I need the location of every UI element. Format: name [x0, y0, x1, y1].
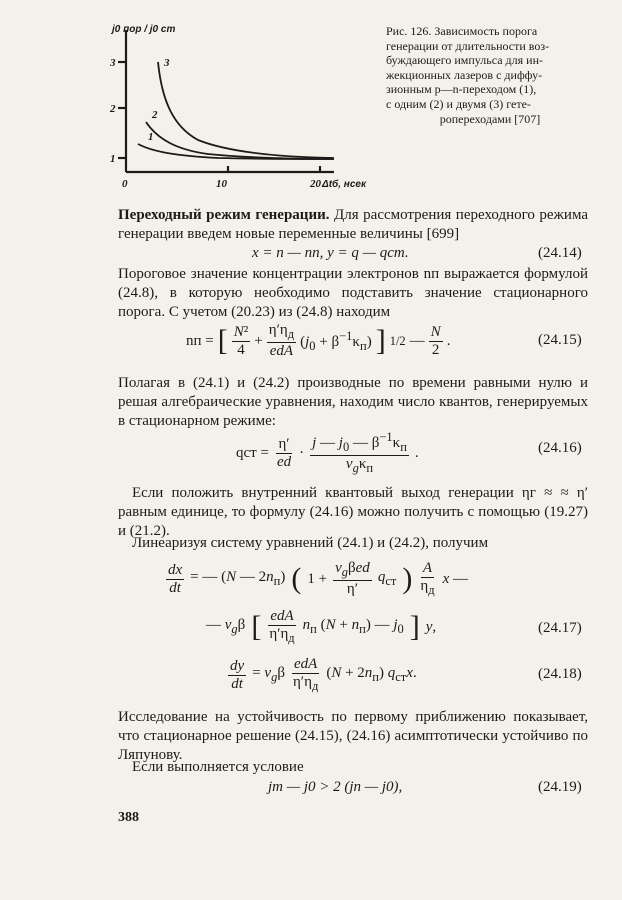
paragraph-quantum-yield: Если положить внутренний квантовый выход генерации ηг ≈ ≈ η′ равным единице, то формулу (24.16) можно получить с помощью (19.27) и (21.2). — [118, 485, 588, 539]
equation-24-14: x = n — nп, y = q — qст. — [252, 245, 409, 261]
y-tick-1: 1 — [110, 153, 116, 165]
caption-line: жекционных лазеров с диффу- — [386, 67, 543, 82]
equation-24-19: jm — j0 > 2 (jп — j0), — [268, 779, 403, 795]
x-tick-0: 0 — [122, 178, 128, 190]
y-tick-3: 3 — [110, 57, 116, 69]
caption-line: буждающего импульса для ин- — [386, 53, 543, 68]
threshold-figure — [108, 22, 378, 192]
caption-line: генерации от длительности воз- — [386, 38, 550, 53]
y-tick-2: 2 — [110, 103, 116, 115]
paragraph-text: Для рассмотрения переходного режима генерации введем новые переменные величины [699] — [118, 207, 588, 242]
equation-24-17-line1: $\frac{dx}{dt}$ = — (N — $2n_п$) ( 1 + $\frac{v_g\beta ed}{\eta'}$ $q_{ст}$ ) $\frac{A}{\eta_д}$ x — — [168, 560, 468, 597]
x-tick-20: 20 — [310, 178, 321, 190]
paragraph-transient — [118, 206, 588, 244]
equation-number: (24.16) — [538, 440, 582, 456]
caption-line: Рис. 126. Зависимость порога — [386, 24, 538, 38]
equation-number: (24.15) — [538, 332, 582, 348]
paragraph-linearize: Линеаризуя систему уравнений (24.1) и (24.2), получим — [132, 535, 489, 551]
equation-number: (24.18) — [538, 666, 582, 682]
paragraph-condition: Если выполняется условие — [132, 759, 304, 775]
equation-number: (24.19) — [538, 779, 582, 795]
equation-24-18: $\frac{dy}{dt}$ = $v_g\beta$ $\frac{\text{edA}}{\eta'\eta_д}$ $(N + 2n_п)$ $q_{ст}x$. — [230, 656, 417, 693]
equation-lhs: qст = — [236, 444, 269, 461]
equation-24-17-line2: — $v_g\beta$ [ $\frac{\text{edA}}{\eta'\eta_д}$ $n_п$ $(N + n_п)$ — $j_0$ ] y, — [206, 608, 437, 645]
x-axis-label: Δtб, нсек — [322, 179, 367, 190]
equation-number: (24.17) — [538, 620, 582, 636]
equation-lhs: nп = — [186, 332, 214, 349]
x-tick-10: 10 — [216, 178, 227, 190]
section-heading: Переходный режим генерации. — [118, 207, 330, 223]
page-number: 388 — [118, 810, 139, 825]
curve-3 — [158, 62, 334, 158]
caption-line: зионным p—n-переходом (1), — [386, 82, 537, 97]
caption-line: ропереходами [707] — [439, 111, 541, 126]
equation-24-16: qст = $\frac{\eta'}{ed}$ · $\frac{j — j_0 — \beta^{-1}\kappa_п}{v_g\kappa_п}$ . — [236, 430, 419, 475]
equation-24-15: nп = [ $\frac{\text{N²}}{4}$ + $\frac{\eta'\eta_д}{\text{edA}}$ $(j_0 + \beta^{-1}\kappa_п)$ ] 1/2 — $\frac{N}{2}$ . — [186, 322, 451, 359]
equation-number: (24.14) — [538, 245, 582, 261]
paragraph-stationary: Полагая в (24.1) и (24.2) производные по времени равными нулю и решая алгебраические уравнения, находим число квантов, генерируемых в стационарном режиме: — [118, 375, 588, 429]
curve-label-2: 2 — [152, 109, 158, 121]
y-axis-label: j0 пор / j0 ст — [112, 24, 176, 35]
curve-label-1: 1 — [148, 131, 154, 143]
curve-label-3: 3 — [164, 57, 170, 69]
paragraph-stability: Исследование на устойчивость по первому приближению показывает, что стационарное решение (24.15), (24.16) асимптотически устойчиво по Ляпунову. — [118, 709, 588, 763]
figure-caption — [386, 24, 594, 126]
caption-line: с одним (2) и двумя (3) гете- — [386, 96, 531, 111]
paragraph-threshold: Пороговое значение концентрации электронов nп выражается формулой (24.8), в которую необходимо подставить значение стационарного порога. С учетом (20.23) из (24.8) находим — [118, 266, 588, 320]
